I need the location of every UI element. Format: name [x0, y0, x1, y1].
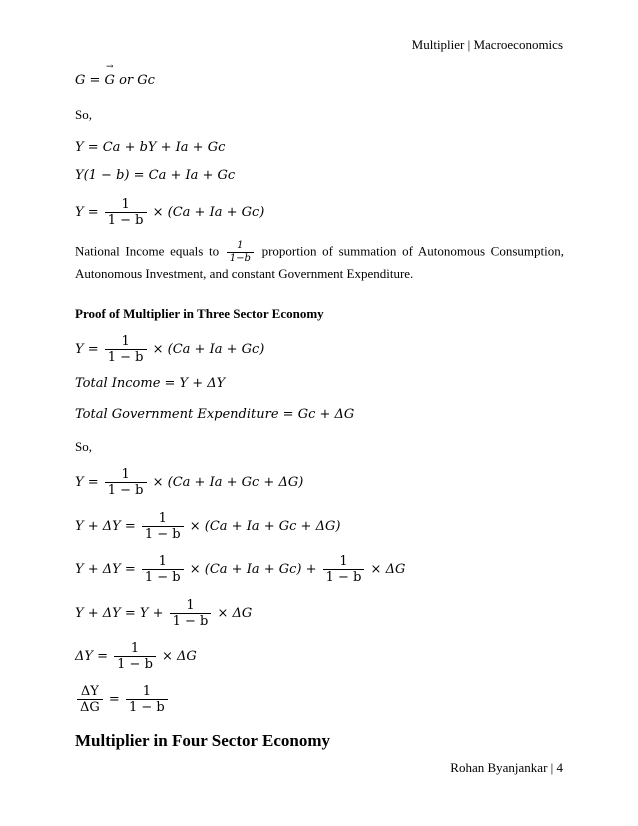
denominator: 1 − b: [105, 482, 147, 498]
paragraph-national-income: [75, 240, 564, 282]
eq-lhs: ΔY =: [75, 649, 113, 664]
numerator: 1: [121, 197, 130, 212]
denominator: 1 − b: [105, 349, 147, 365]
fraction: [142, 554, 184, 585]
so-text: So,: [75, 107, 92, 122]
equation-g-definition: [75, 73, 155, 88]
inline-fraction: [227, 240, 254, 265]
numerator: 1: [121, 467, 130, 482]
equation-factored: Y(1 − b) = Ca + Ia + Gc: [75, 168, 236, 183]
fraction: [77, 684, 103, 715]
vector-symbol: G →: [105, 73, 115, 88]
page-footer: Rohan Byanjankar | 4: [450, 760, 563, 775]
equation-total-income: Total Income = Y + ΔY: [75, 376, 226, 391]
numerator: 1: [237, 240, 244, 251]
fraction: [105, 467, 147, 498]
numerator: 1: [158, 554, 167, 569]
denominator: 1−b: [227, 252, 254, 265]
fraction: [105, 197, 147, 228]
numerator: 1: [339, 554, 348, 569]
fraction: [323, 554, 365, 585]
eq-rest: × (Ca + Ia + Gc): [148, 205, 265, 220]
so-text: So,: [75, 439, 92, 454]
para-text: National Income equals to: [75, 243, 220, 259]
eq-lhs: Y + ΔY = Y +: [75, 606, 168, 621]
equals-sign: =: [104, 692, 124, 707]
denominator: 1 − b: [142, 569, 184, 585]
equation-with-delta-g: [75, 467, 303, 498]
equation-proof-start: [75, 334, 264, 365]
eq-mid: × (Ca + Ia + Gc) +: [185, 562, 321, 577]
para-text: proportion of summation of Autonomous Consumption, Autonomous Investment, and constant Government Expenditure.: [75, 243, 564, 281]
section-heading: Multiplier in Four Sector Economy: [75, 731, 330, 750]
equation-income-identity: Y = Ca + bY + Ia + Gc: [75, 140, 226, 155]
eq-rest: × ΔG: [213, 606, 253, 621]
numerator: ΔY: [80, 684, 99, 699]
denominator: 1 − b: [170, 613, 212, 629]
numerator: 1: [130, 641, 140, 656]
eq-rest: × (Ca + Ia + Gc): [148, 342, 265, 357]
proof-heading: Proof of Multiplier in Three Sector Economy: [75, 306, 324, 321]
equation-y-plus-delta-y: [75, 511, 340, 542]
eq-lhs: Y + ΔY =: [75, 519, 140, 534]
equation-total-government-expenditure: Total Government Expenditure = Gc + ΔG: [75, 407, 355, 422]
eq-lhs: Y =: [75, 205, 103, 220]
eq-rest: × (Ca + Ia + Gc + ΔG): [148, 475, 304, 490]
fraction: [114, 641, 156, 672]
eq-rest: × ΔG: [157, 649, 197, 664]
numerator: 1: [121, 334, 130, 349]
fraction: [142, 511, 184, 542]
eq-rest: × ΔG: [366, 562, 406, 577]
page-header: Multiplier | Macroeconomics: [411, 37, 563, 52]
eq-lhs: G =: [75, 73, 105, 88]
denominator: 1 − b: [323, 569, 365, 585]
denominator: ΔG: [77, 699, 103, 715]
denominator: 1 − b: [105, 212, 147, 228]
eq-lhs: Y =: [75, 342, 103, 357]
equation-multiplier: [75, 684, 170, 715]
fraction: [105, 334, 147, 365]
numerator: 1: [158, 511, 167, 526]
fraction: [126, 684, 168, 715]
eq-lhs: Y =: [75, 475, 103, 490]
eq-lhs: Y + ΔY =: [75, 562, 140, 577]
equation-delta-y: [75, 641, 197, 672]
denominator: 1 − b: [142, 526, 184, 542]
fraction: [170, 598, 212, 629]
numerator: 1: [142, 684, 151, 699]
numerator: 1: [186, 598, 195, 613]
denominator: 1 − b: [126, 699, 168, 715]
eq-rest: × (Ca + Ia + Gc + ΔG): [185, 519, 341, 534]
equation-income-solution: [75, 197, 264, 228]
equation-substituted: [75, 598, 252, 629]
denominator: 1 − b: [114, 656, 156, 672]
equation-expanded: [75, 554, 405, 585]
eq-rest: or Gc: [114, 73, 155, 88]
